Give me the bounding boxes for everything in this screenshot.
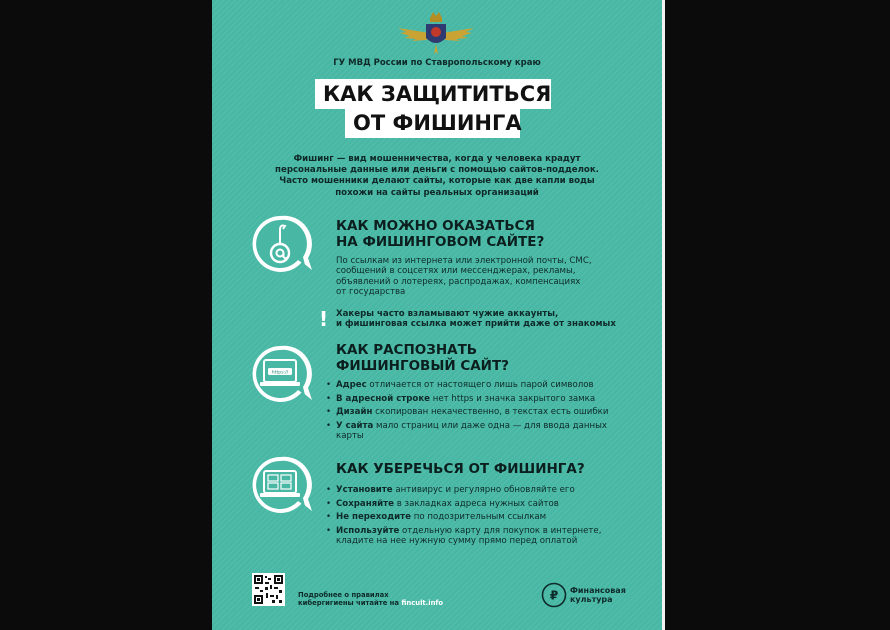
text-line: от государства: [336, 287, 406, 298]
list-item: [326, 512, 626, 522]
item-text: скопирован некачественно, в текстах есть ошибки: [372, 407, 609, 418]
section-1-text: [336, 256, 592, 298]
ruble-logo-icon: [541, 582, 567, 608]
page-title-line-2: ОТ ФИШИНГА: [345, 108, 520, 138]
fincult-link[interactable]: fincult.info: [401, 599, 444, 607]
logo-line: Финансовая: [570, 586, 626, 595]
text-line: сообщений в соцсетях или мессенджерах, рекламы,: [336, 266, 576, 277]
heading-line: КАК УБЕРЕЧЬСЯ ОТ ФИШИНГА?: [336, 461, 585, 477]
item-text: антивирус и регулярно обновляйте его: [392, 485, 575, 495]
footer-line-1: Подробнее о правилах: [298, 591, 389, 599]
laptop-https-icon: [250, 344, 316, 404]
warning-text: [336, 309, 616, 330]
item-text-continued: кладите на нее нужную сумму прямо перед оплатой: [336, 536, 578, 547]
footer-text: [298, 591, 443, 607]
section-3-heading: [336, 461, 585, 477]
item-bold: У сайта: [336, 420, 374, 431]
item-bold: Используйте: [336, 525, 400, 536]
list-item: [326, 394, 626, 404]
heading-line: КАК РАСПОЗНАТЬ: [336, 342, 478, 358]
warning-line: и фишинговая ссылка может прийти даже от знакомых: [336, 319, 616, 330]
item-bold: В адресной строке: [336, 393, 431, 404]
intro-line: Часто мошенники делают сайты, которые как две капли воды: [279, 176, 595, 187]
intro-line: похожи на сайты реальных организаций: [335, 187, 539, 198]
section-3-list: [326, 485, 626, 550]
ruble-symbol: ₽: [549, 588, 559, 603]
list-item: [326, 526, 626, 547]
intro-line: персональные данные или деньги с помощью сайтов-подделок.: [275, 165, 599, 176]
item-text: нет https и значка закрытого замка: [430, 393, 596, 404]
list-item: [326, 421, 626, 442]
qr-code-icon: [252, 573, 285, 606]
poster: [212, 0, 662, 630]
item-bold: Не переходите: [336, 512, 411, 523]
list-item: [326, 499, 626, 509]
item-bold: Установите: [336, 485, 393, 495]
warning-line: Хакеры часто взламывают чужие аккаунты,: [336, 309, 559, 319]
item-text: отдельную карту для покупок в интернете,: [399, 525, 602, 536]
heading-line: НА ФИШИНГОВОМ САЙТЕ?: [336, 234, 545, 250]
heading-line: ФИШИНГОВЫЙ САЙТ?: [336, 358, 510, 374]
intro-line: Фишинг — вид мошенничества, когда у человека крадут: [293, 154, 581, 164]
logo-line: культура: [570, 595, 613, 604]
item-bold: Адрес: [336, 380, 367, 390]
text-line: По ссылкам из интернета или электронной почты, СМС,: [336, 256, 592, 266]
list-item: [326, 380, 626, 390]
organization-name: ГУ МВД России по Ставропольскому краю: [333, 58, 541, 68]
page-title-line-1: КАК ЗАЩИТИТЬСЯ: [315, 79, 551, 109]
item-text: мало страниц или даже одна — для ввода данных: [373, 420, 607, 431]
page-edge: [662, 0, 665, 630]
item-text-continued: карты: [336, 431, 364, 442]
section-1-heading: [336, 218, 544, 250]
laptop-cards-icon: [250, 455, 316, 515]
item-text: по подозрительным ссылкам: [410, 512, 547, 523]
https-label: https://: [271, 370, 289, 376]
financial-culture-logo: [570, 586, 626, 604]
item-text: отличается от настоящего лишь парой символов: [366, 380, 594, 390]
section-2-list: [326, 380, 626, 445]
intro-text: [272, 154, 602, 199]
text-line: объявлений о лотереях, распродажах, компенсациях: [336, 276, 581, 287]
list-item: [326, 485, 626, 495]
item-bold: Сохраняйте: [336, 498, 394, 509]
section-2-heading: [336, 342, 509, 374]
heading-line: КАК МОЖНО ОКАЗАТЬСЯ: [336, 218, 535, 234]
item-text: в закладках адреса нужных сайтов: [394, 498, 559, 509]
footer-line-2: кибергигиены читайте на: [298, 599, 402, 607]
phishing-hook-at-icon: [250, 214, 316, 274]
item-bold: Дизайн: [336, 407, 373, 418]
warning-mark: !: [319, 307, 329, 331]
police-emblem-icon: [396, 8, 476, 58]
list-item: [326, 407, 626, 417]
